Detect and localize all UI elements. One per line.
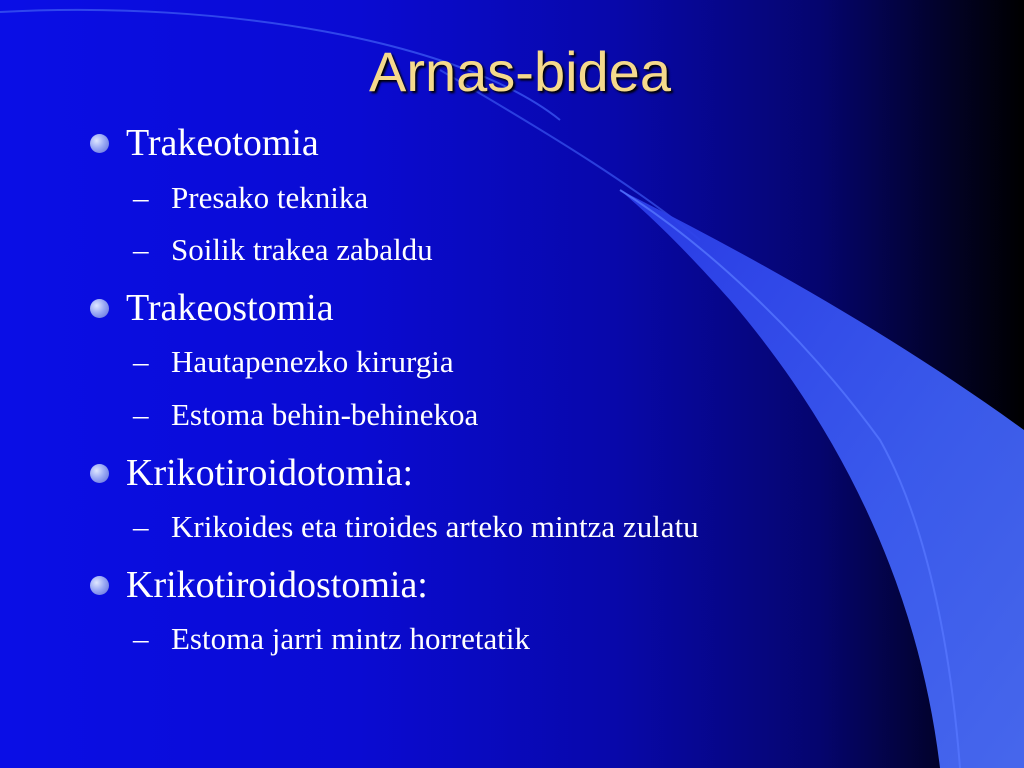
bullet-dot-icon — [90, 299, 109, 318]
dash-icon: – — [133, 509, 149, 544]
bullet-label: Krikotiroidostomia: — [126, 564, 428, 606]
dash-icon: – — [133, 180, 149, 215]
sub-item-label: Presako teknika — [171, 180, 369, 215]
bullet-item-trakeostomia — [90, 286, 334, 330]
bullet-item-krikotiroidostomia — [90, 563, 428, 607]
sub-item-label: Hautapenezko kirurgia — [171, 344, 454, 379]
sub-item-label: Estoma jarri mintz horretatik — [171, 621, 530, 656]
dash-icon: – — [133, 344, 149, 379]
bullet-dot-icon — [90, 464, 109, 483]
sub-item-label: Soilik trakea zabaldu — [171, 232, 433, 267]
sub-item-label: Estoma behin-behinekoa — [171, 397, 479, 432]
sub-item — [133, 397, 478, 433]
sub-item — [133, 509, 699, 545]
bullet-label: Trakeotomia — [126, 122, 319, 164]
bullet-item-krikotiroidotomia — [90, 451, 413, 495]
sub-item-label: Krikoides eta tiroides arteko mintza zulatu — [171, 509, 699, 544]
sub-item — [133, 344, 454, 380]
bullet-dot-icon — [90, 134, 109, 153]
dash-icon: – — [133, 232, 149, 267]
bullet-label: Krikotiroidotomia: — [126, 452, 414, 494]
slide-title: Arnas-bidea — [369, 40, 671, 103]
bullet-dot-icon — [90, 576, 109, 595]
sub-item — [133, 621, 530, 657]
sub-item — [133, 232, 433, 268]
bullet-label: Trakeostomia — [126, 287, 334, 329]
sub-item — [133, 180, 368, 216]
dash-icon: – — [133, 397, 149, 432]
bullet-item-trakeotomia — [90, 121, 319, 165]
dash-icon: – — [133, 621, 149, 656]
